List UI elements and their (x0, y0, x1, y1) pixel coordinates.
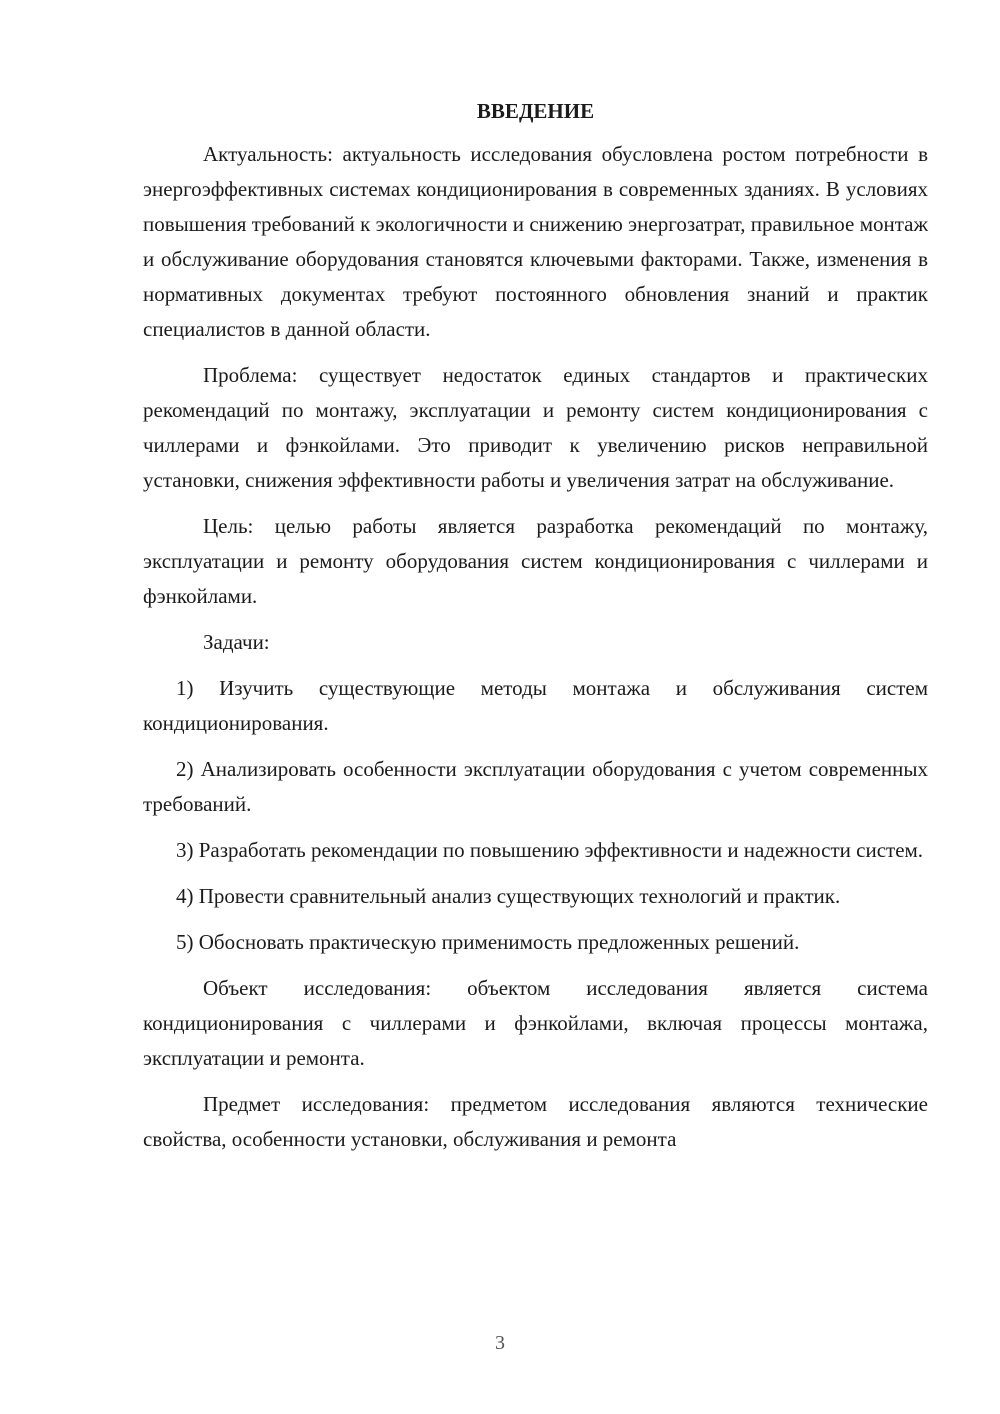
task-item-1: 1) Изучить существующие методы монтажа и обслуживания систем кондиционирования. (143, 676, 928, 735)
subject-paragraph: Предмет исследования: предметом исследования являются технические свойства, особенности установки, обслуживания и ремонта (143, 1092, 928, 1151)
relevance-paragraph: Актуальность: актуальность исследования обусловлена ростом потребности в энергоэффективных системах кондиционирования в современных зданиях. В условиях повышения требований к экологичности и снижению энергозатрат, правильное монтаж и обслуживание оборудования становятся ключевыми факторами. Также, изменения в нормативных документах требуют постоянного обновления знаний и практик специалистов в данной области. (143, 142, 928, 341)
page-number: 3 (495, 1332, 505, 1354)
goal-paragraph: Цель: целью работы является разработка рекомендаций по монтажу, эксплуатации и ремонту оборудования систем кондиционирования с чиллерами и фэнкойлами. (143, 514, 928, 608)
page-content (143, 96, 928, 1168)
tasks-heading: Задачи: (203, 630, 270, 654)
task-item-5: 5) Обосновать практическую применимость предложенных решений. (176, 930, 800, 954)
task-item-4: 4) Провести сравнительный анализ существующих технологий и практик. (176, 884, 841, 908)
object-paragraph: Объект исследования: объектом исследования является система кондиционирования с чиллерами и фэнкойлами, включая процессы монтажа, эксплуатации и ремонта. (143, 976, 928, 1070)
task-item-3: 3) Разработать рекомендации по повышению эффективности и надежности систем. (176, 838, 924, 862)
problem-paragraph: Проблема: существует недостаток единых стандартов и практических рекомендаций по монтажу, эксплуатации и ремонту систем кондиционирования с чиллерами и фэнкойлами. Это приводит к увеличению рисков неправильной установки, снижения эффективности работы и увеличения затрат на обслуживание. (143, 363, 928, 492)
page-title: ВВЕДЕНИЕ (476, 99, 595, 123)
task-item-2: 2) Анализировать особенности эксплуатации оборудования с учетом современных требований. (143, 757, 928, 816)
